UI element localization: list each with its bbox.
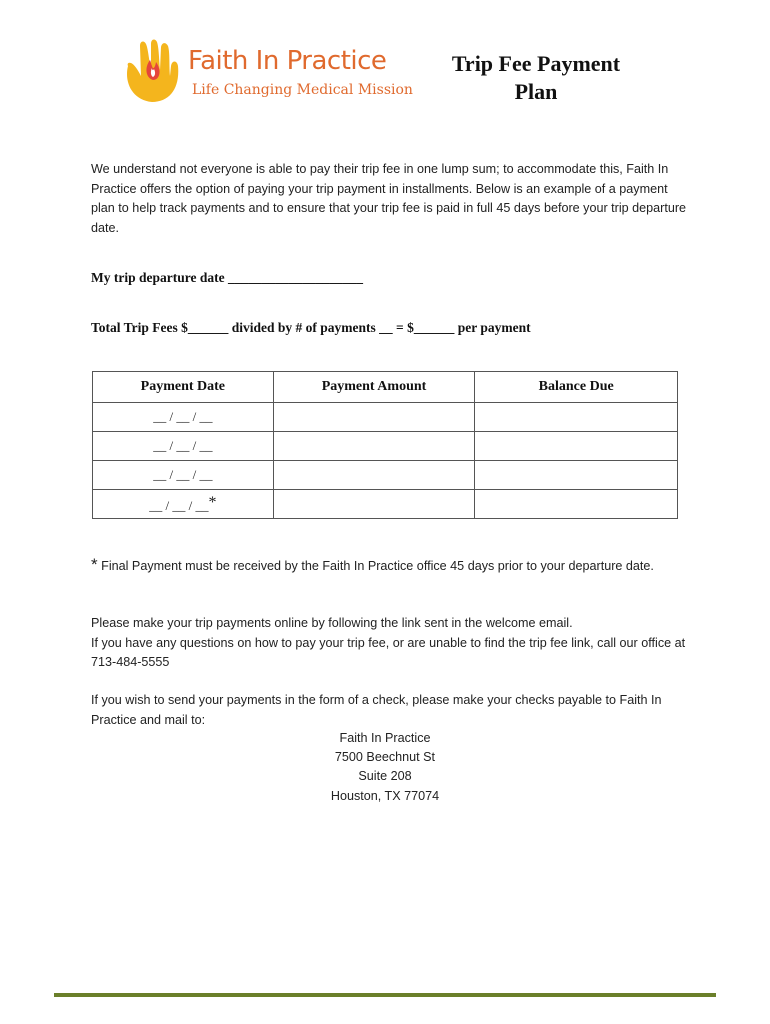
logo-tagline: Life Changing Medical Mission bbox=[192, 82, 413, 98]
payment-date-text: __ / __ / __ bbox=[149, 498, 209, 513]
header-payment-date: Payment Date bbox=[93, 372, 274, 403]
address-line: Suite 208 bbox=[358, 769, 412, 784]
faith-in-practice-logo bbox=[120, 36, 413, 106]
logo-name: Faith In Practice bbox=[188, 46, 387, 76]
table-row bbox=[93, 403, 678, 432]
mailing-address bbox=[290, 729, 480, 806]
total-fees-line: Total Trip Fees $______ divided by # of payments __ = $______ per payment bbox=[91, 320, 531, 335]
balance-due-cell[interactable] bbox=[475, 403, 678, 432]
balance-due-cell[interactable] bbox=[475, 490, 678, 519]
final-payment-note-text: Final Payment must be received by the Faith In Practice office 45 days prior to your departure date. bbox=[97, 559, 654, 573]
payment-plan-table bbox=[92, 371, 678, 519]
final-payment-note bbox=[91, 555, 691, 577]
document-title bbox=[420, 50, 652, 106]
payment-amount-cell[interactable] bbox=[273, 490, 475, 519]
payment-date-cell-final[interactable] bbox=[93, 490, 274, 519]
payment-date-cell[interactable]: __ / __ / __ bbox=[93, 403, 274, 432]
table-row bbox=[93, 432, 678, 461]
online-payment-line-2: If you have any questions on how to pay your trip fee, or are unable to find the trip fee link, call our office at 713-484-5555 bbox=[91, 635, 686, 669]
table-row-final bbox=[93, 490, 678, 519]
balance-due-cell[interactable] bbox=[475, 432, 678, 461]
header-payment-amount: Payment Amount bbox=[273, 372, 475, 403]
title-line-2: Plan bbox=[514, 79, 558, 104]
address-line: 7500 Beechnut St bbox=[334, 750, 436, 765]
check-payment-paragraph: If you wish to send your payments in the form of a check, please make your checks payable to Faith In Practice and mail to: bbox=[91, 693, 662, 727]
balance-due-cell[interactable] bbox=[475, 461, 678, 490]
payment-date-cell[interactable]: __ / __ / __ bbox=[93, 461, 274, 490]
footer-divider bbox=[54, 993, 716, 997]
header-balance-due: Balance Due bbox=[475, 372, 678, 403]
address-line: Houston, TX 77074 bbox=[330, 788, 440, 803]
online-payment-paragraph bbox=[91, 614, 691, 673]
payment-date-cell[interactable]: __ / __ / __ bbox=[93, 432, 274, 461]
payment-amount-cell[interactable] bbox=[273, 461, 475, 490]
title-line-1: Trip Fee Payment bbox=[451, 51, 621, 76]
payment-amount-cell[interactable] bbox=[273, 432, 475, 461]
online-payment-line-1: Please make your trip payments online by following the link sent in the welcome email. bbox=[91, 616, 573, 630]
hand-flame-logo-icon bbox=[120, 36, 184, 104]
final-payment-asterisk: * bbox=[208, 494, 217, 511]
payment-amount-cell[interactable] bbox=[273, 403, 475, 432]
table-header-row bbox=[93, 372, 678, 403]
address-line: Faith In Practice bbox=[339, 731, 431, 745]
note-asterisk: * bbox=[91, 555, 98, 574]
intro-paragraph: We understand not everyone is able to pay their trip fee in one lump sum; to accommodate this, Faith In Practice offers the option of paying your trip payment in installments. Below is an example of a payment plan to help track payments and to ensure that your trip fee is paid in full 45 days before your trip departure date. bbox=[91, 162, 687, 235]
departure-date-line: My trip departure date ____________________ bbox=[91, 270, 363, 285]
table-row bbox=[93, 461, 678, 490]
